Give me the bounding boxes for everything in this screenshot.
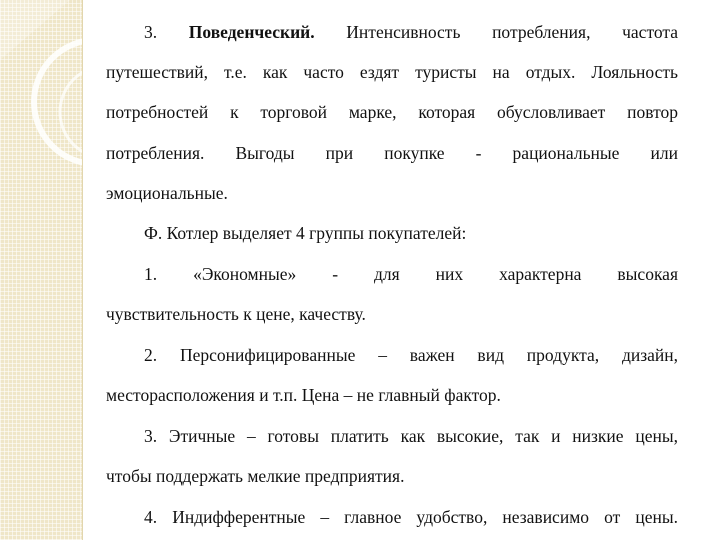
item-number: 3. — [144, 22, 158, 42]
text-line-13: 4. Индифферентные – главное удобство, независимо от цены. — [144, 507, 678, 527]
text-line-11: 3. Этичные – готовы платить как высокие, так и низкие цены, — [144, 426, 678, 446]
text-line-2: путешествий, т.е. как часто ездят туристы на отдых. Лояльность — [106, 62, 678, 82]
heading-behavioral: Поведенческий. — [188, 22, 315, 42]
text-line-12: чтобы поддержать мелкие предприятия. — [106, 466, 405, 486]
band-divider — [82, 0, 83, 540]
text-line-8: чувствительность к цене, качеству. — [106, 304, 366, 324]
line-1-rest: Интенсивность потребления, частота — [346, 22, 679, 42]
text-line-6: Ф. Котлер выделяет 4 группы покупателей: — [144, 223, 467, 243]
text-line-3: потребностей к торговой марке, которая обусловливает повтор — [106, 102, 678, 122]
text-line-10: месторасположения и т.п. Цена – не главный фактор. — [106, 385, 501, 405]
text-line-5: эмоциональные. — [106, 183, 228, 203]
text-line-4: потребления. Выгоды при покупке - рациональные или — [106, 143, 678, 163]
text-line-7: 1. «Экономные» - для них характерна высокая — [144, 264, 678, 284]
text-line-9: 2. Персонифицированные – важен вид продукта, дизайн, — [144, 345, 678, 365]
deco-circle-small — [60, 66, 82, 158]
text-line-1 — [144, 17, 678, 47]
decorative-circles — [0, 0, 82, 540]
